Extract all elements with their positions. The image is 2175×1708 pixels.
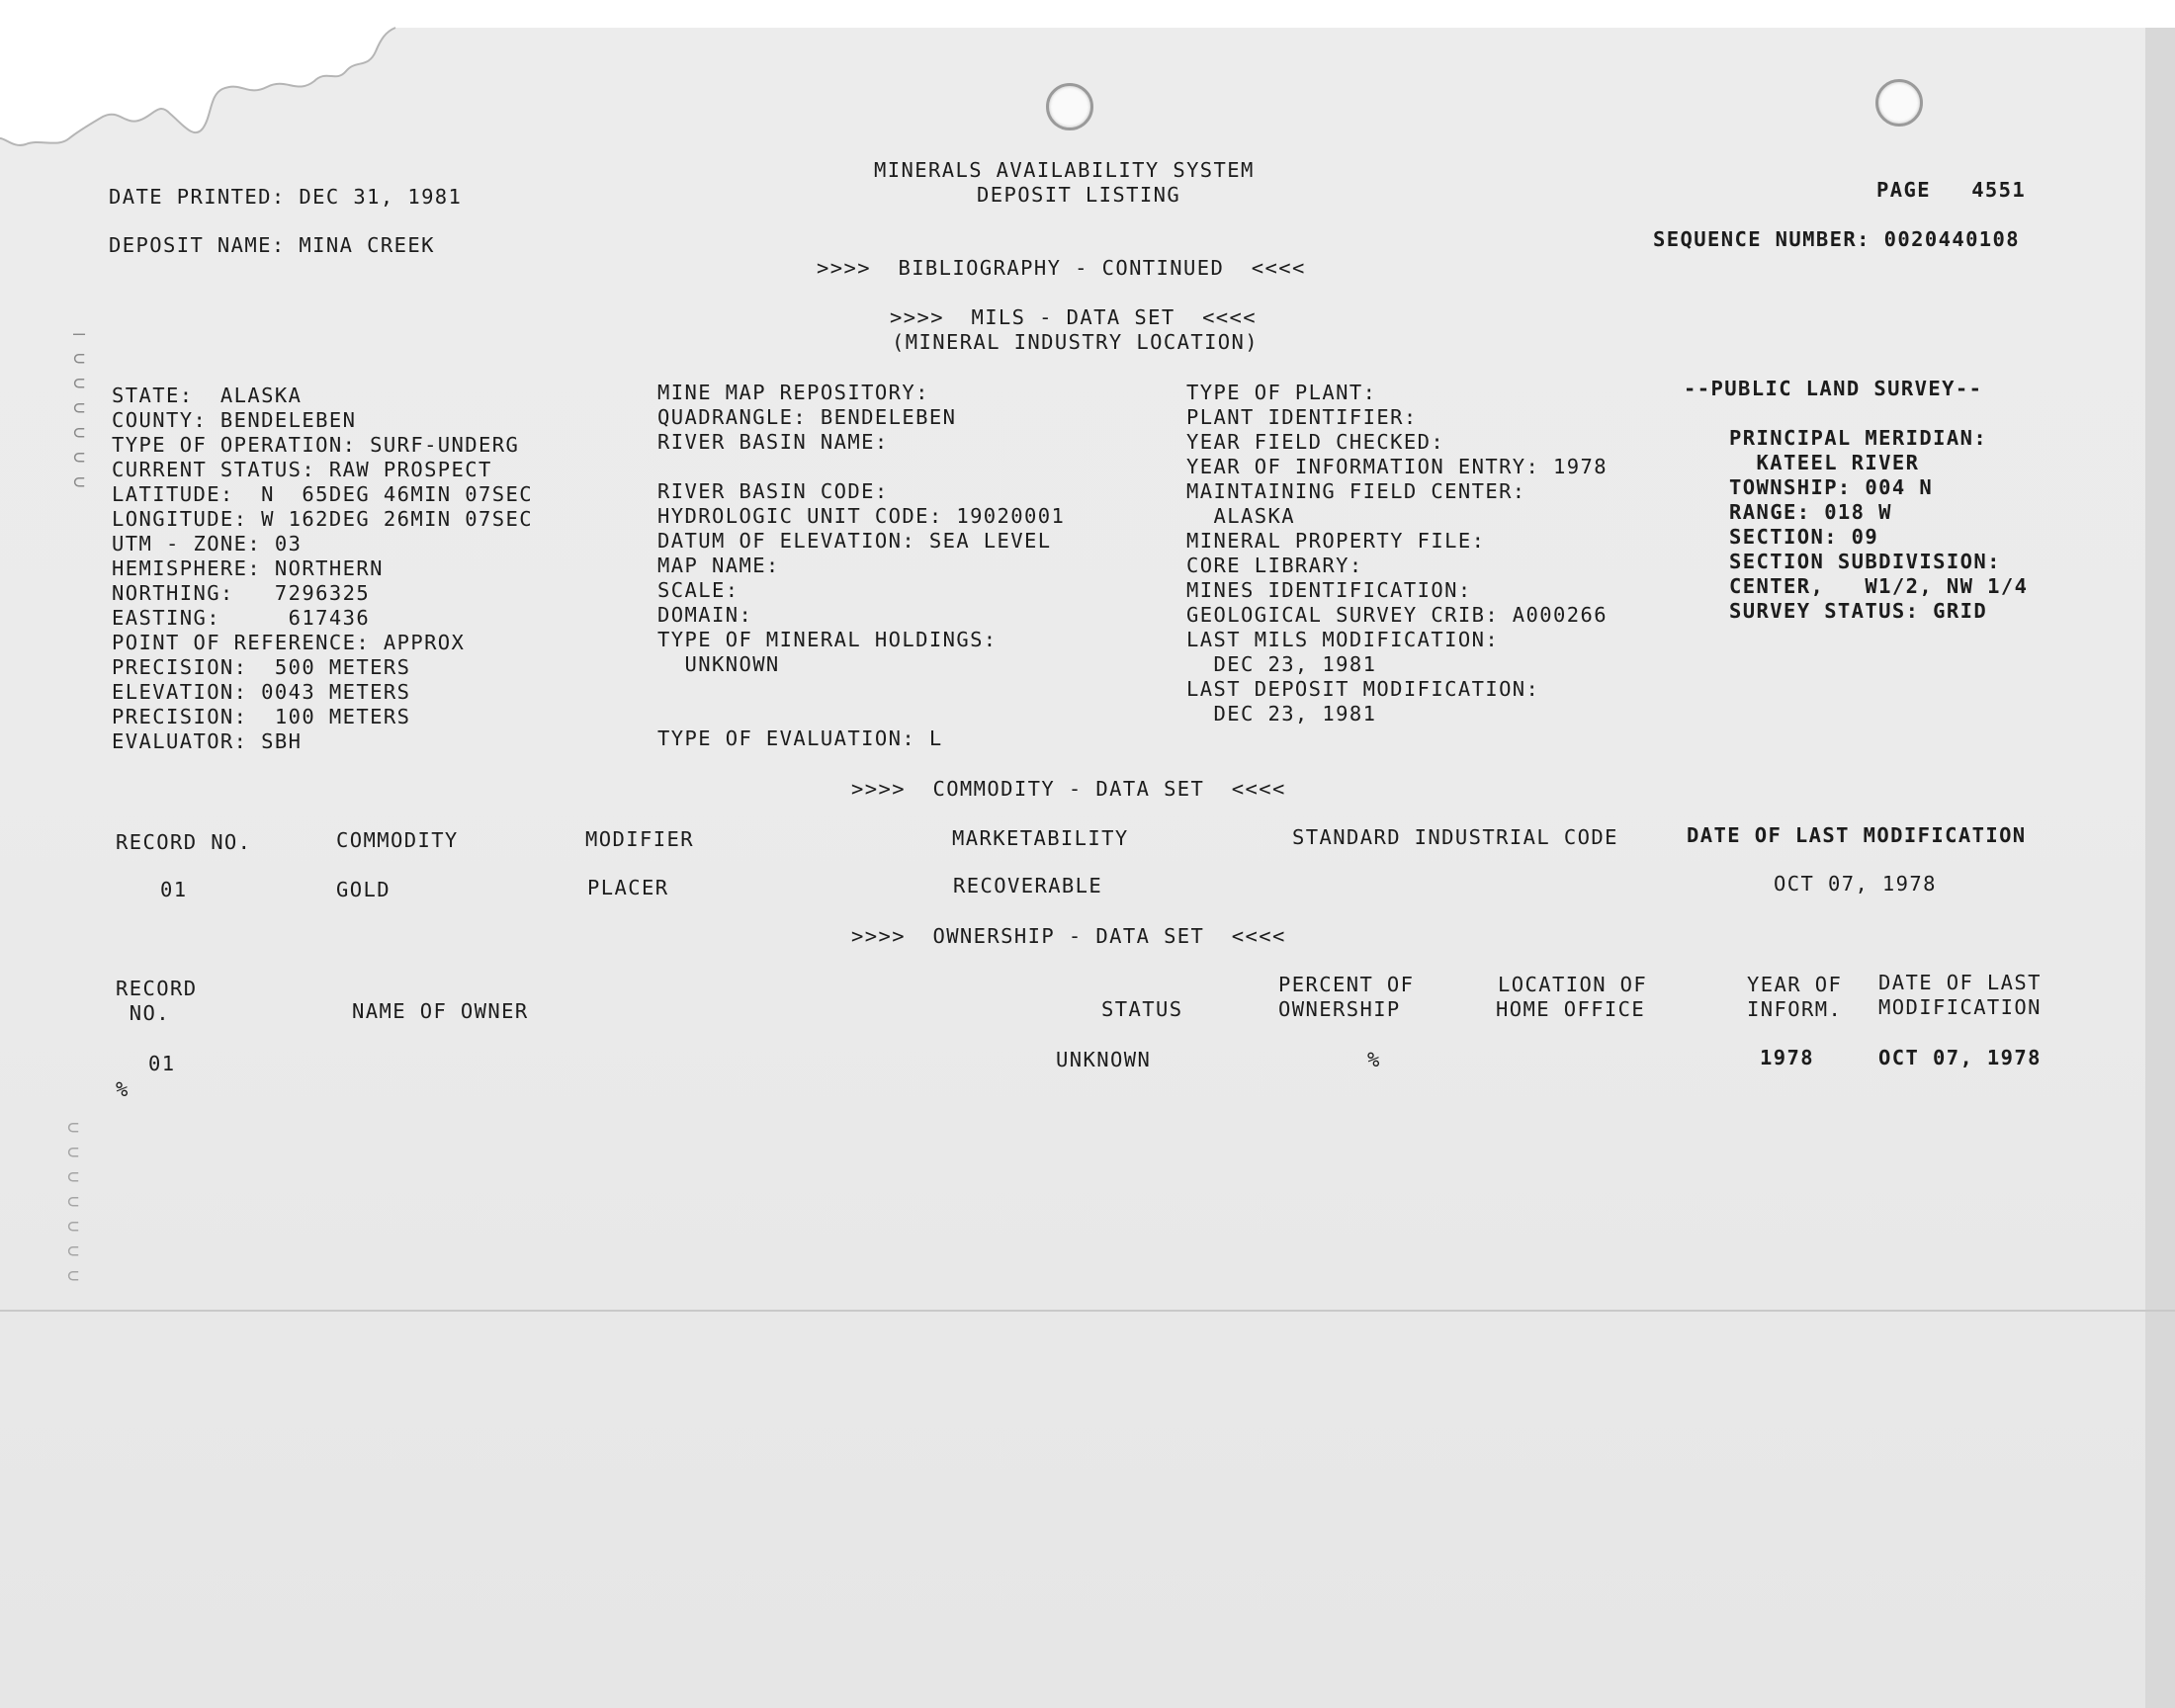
field-longitude: LONGITUDE: W 162DEG 26MIN 07SEC (112, 507, 534, 531)
field-hydrologic-unit-code: HYDROLOGIC UNIT CODE: 19020001 (657, 504, 1066, 528)
field-easting: EASTING: 617436 (112, 606, 371, 630)
field-principal-meridian-value: KATEEL RIVER (1729, 451, 1920, 474)
paper-right-edge (2145, 28, 2175, 1708)
field-type-of-mineral-holdings: TYPE OF MINERAL HOLDINGS: (657, 628, 998, 651)
field-type-of-evaluation: TYPE OF EVALUATION: L (657, 726, 943, 750)
field-plant-identifier: PLANT IDENTIFIER: (1186, 405, 1418, 429)
torn-paper-edge (0, 0, 2175, 158)
commodity-header-modifier: MODIFIER (585, 827, 694, 851)
commodity-record-no: 01 (160, 878, 188, 901)
field-township: TOWNSHIP: 004 N (1729, 475, 1934, 499)
punch-hole-right (1875, 79, 1923, 127)
field-principal-meridian: PRINCIPAL MERIDIAN: (1729, 426, 1988, 450)
field-scale: SCALE: (657, 578, 740, 602)
commodity-header-marketability: MARKETABILITY (952, 826, 1129, 850)
margin-punch-marks-bottom: ⊂ ⊂ ⊂ ⊂ ⊂ ⊂ ⊂ (67, 1115, 80, 1287)
mils-subtitle: (MINERAL INDUSTRY LOCATION) (892, 330, 1260, 354)
ownership-header-location-1: LOCATION OF (1498, 973, 1648, 996)
ownership-header-percent-1: PERCENT OF (1278, 973, 1415, 996)
field-geological-survey-crib: GEOLOGICAL SURVEY CRIB: A000266 (1186, 603, 1609, 627)
field-section: SECTION: 09 (1729, 525, 1879, 549)
field-survey-status: SURVEY STATUS: GRID (1729, 599, 1988, 623)
field-point-of-reference: POINT OF REFERENCE: APPROX (112, 631, 466, 654)
field-last-deposit-modification-date: DEC 23, 1981 (1186, 702, 1377, 726)
field-last-mils-modification-date: DEC 23, 1981 (1186, 652, 1377, 676)
deposit-name: DEPOSIT NAME: MINA CREEK (109, 233, 435, 257)
ownership-header-record-no: NO. (116, 1001, 170, 1025)
field-maintaining-field-center: MAINTAINING FIELD CENTER: (1186, 479, 1526, 503)
commodity-marketability: RECOVERABLE (953, 874, 1103, 897)
field-last-deposit-modification: LAST DEPOSIT MODIFICATION: (1186, 677, 1540, 701)
field-type-of-plant: TYPE OF PLANT: (1186, 381, 1377, 404)
field-year-field-checked: YEAR FIELD CHECKED: (1186, 430, 1445, 454)
field-precision: PRECISION: 500 METERS (112, 655, 411, 679)
field-river-basin-name: RIVER BASIN NAME: (657, 430, 889, 454)
field-section-subdivision: SECTION SUBDIVISION: (1729, 550, 2001, 573)
ownership-percent: % (1367, 1048, 1381, 1071)
commodity-modifier: PLACER (587, 876, 669, 899)
ownership-date-modified: OCT 07, 1978 (1878, 1046, 2042, 1069)
ownership-header-record: RECORD (116, 977, 198, 1000)
field-mineral-property-file: MINERAL PROPERTY FILE: (1186, 529, 1486, 553)
mils-title: >>>> MILS - DATA SET <<<< (890, 305, 1258, 329)
field-state: STATE: ALASKA (112, 384, 303, 407)
commodity-header-record-no: RECORD NO. (116, 830, 252, 854)
field-utm-zone: UTM - ZONE: 03 (112, 532, 303, 555)
commodity-header-date-modified: DATE OF LAST MODIFICATION (1687, 823, 2027, 847)
field-mine-map-repository: MINE MAP REPOSITORY: (657, 381, 929, 404)
field-northing: NORTHING: 7296325 (112, 581, 371, 605)
field-type-of-operation: TYPE OF OPERATION: SURF-UNDERG (112, 433, 520, 457)
field-county: COUNTY: BENDELEBEN (112, 408, 357, 432)
field-domain: DOMAIN: (657, 603, 753, 627)
sequence-number: SEQUENCE NUMBER: 0020440108 (1653, 227, 2021, 251)
field-field-center-value: ALASKA (1186, 504, 1295, 528)
field-section-subdivision-value: CENTER, W1/2, NW 1/4 (1729, 574, 2029, 598)
commodity-date-modified: OCT 07, 1978 (1774, 872, 1937, 896)
bibliography-heading: >>>> BIBLIOGRAPHY - CONTINUED <<<< (817, 256, 1306, 280)
field-elevation: ELEVATION: 0043 METERS (112, 680, 411, 704)
field-mineral-holdings-value: UNKNOWN (657, 652, 780, 676)
field-river-basin-code: RIVER BASIN CODE: (657, 479, 889, 503)
ownership-header-date-2: MODIFICATION (1878, 995, 2042, 1019)
page-number: PAGE 4551 (1876, 178, 2027, 202)
field-current-status: CURRENT STATUS: RAW PROSPECT (112, 458, 492, 481)
commodity-name: GOLD (336, 878, 391, 901)
ownership-header-date-1: DATE OF LAST (1878, 971, 2042, 994)
field-datum-of-elevation: DATUM OF ELEVATION: SEA LEVEL (657, 529, 1052, 553)
ownership-header-status: STATUS (1101, 997, 1183, 1021)
ownership-header-year-2: INFORM. (1747, 997, 1843, 1021)
ownership-year: 1978 (1760, 1046, 1814, 1069)
field-mines-identification: MINES IDENTIFICATION: (1186, 578, 1472, 602)
date-printed: DATE PRINTED: DEC 31, 1981 (109, 185, 463, 209)
field-quadrangle: QUADRANGLE: BENDELEBEN (657, 405, 957, 429)
ownership-header-location-2: HOME OFFICE (1496, 997, 1646, 1021)
ownership-trailing-percent: % (116, 1077, 130, 1101)
field-last-mils-modification: LAST MILS MODIFICATION: (1186, 628, 1500, 651)
field-range: RANGE: 018 W (1729, 500, 1892, 524)
punch-hole-left (1046, 83, 1093, 130)
field-map-name: MAP NAME: (657, 554, 780, 577)
ownership-header-year-1: YEAR OF (1747, 973, 1843, 996)
commodity-title: >>>> COMMODITY - DATA SET <<<< (851, 777, 1286, 801)
listing-title: DEPOSIT LISTING (977, 183, 1181, 207)
commodity-header-sic: STANDARD INDUSTRIAL CODE (1292, 825, 1618, 849)
commodity-header-commodity: COMMODITY (336, 828, 459, 852)
fold-line (0, 1310, 2175, 1312)
ownership-status: UNKNOWN (1056, 1048, 1152, 1071)
field-evaluator: EVALUATOR: SBH (112, 729, 303, 753)
field-core-library: CORE LIBRARY: (1186, 554, 1363, 577)
margin-punch-marks-top: — ⊂ ⊂ ⊂ ⊂ ⊂ ⊂ (73, 321, 86, 493)
field-elevation-precision: PRECISION: 100 METERS (112, 705, 411, 728)
ownership-header-name: NAME OF OWNER (352, 999, 529, 1023)
field-latitude: LATITUDE: N 65DEG 46MIN 07SEC (112, 482, 534, 506)
public-land-survey-title: --PUBLIC LAND SURVEY-- (1684, 377, 1983, 400)
ownership-title: >>>> OWNERSHIP - DATA SET <<<< (851, 924, 1286, 948)
ownership-header-percent-2: OWNERSHIP (1278, 997, 1401, 1021)
field-hemisphere: HEMISPHERE: NORTHERN (112, 556, 384, 580)
system-title: MINERALS AVAILABILITY SYSTEM (874, 158, 1255, 182)
ownership-record-no: 01 (148, 1052, 176, 1075)
field-year-of-information-entry: YEAR OF INFORMATION ENTRY: 1978 (1186, 455, 1609, 478)
